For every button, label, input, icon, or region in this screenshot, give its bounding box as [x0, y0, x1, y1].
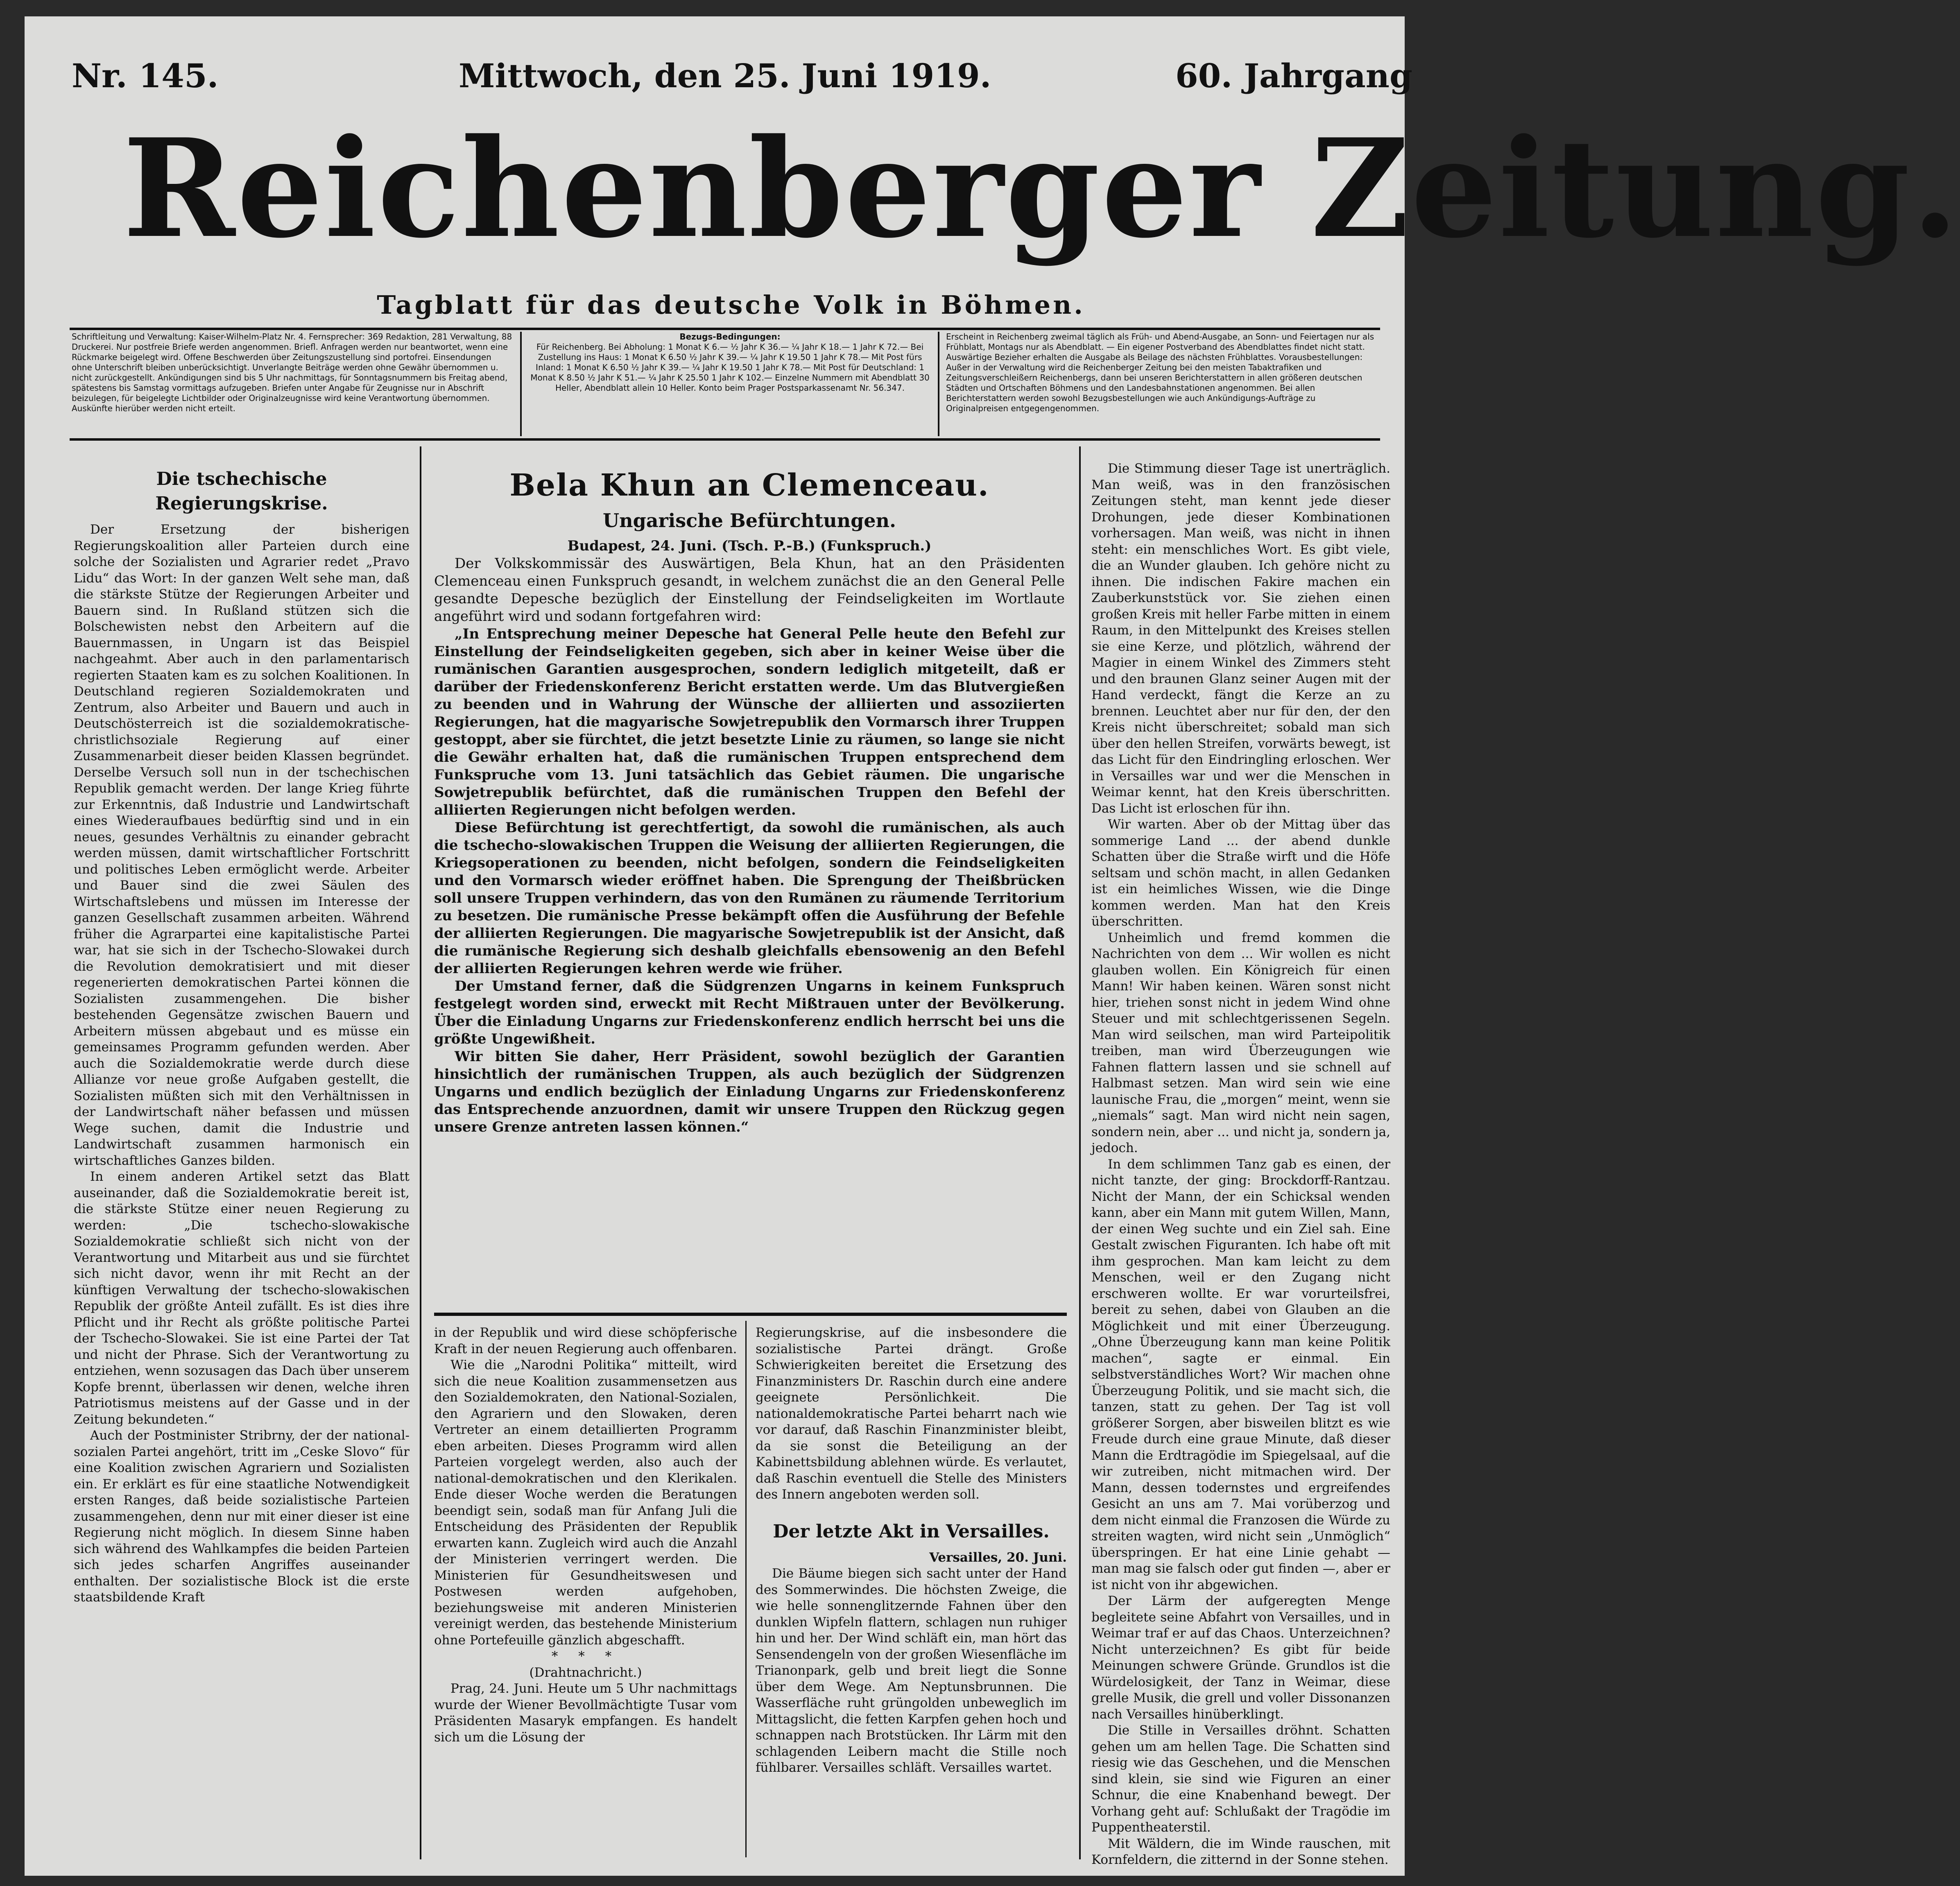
volume-number: 60. Jahrgang [1175, 57, 1412, 95]
left-column [74, 467, 410, 1859]
subscription-prices: Für Reichenberg. Bei Abholung: 1 Monat K 6.— ½ Jahr K 36.— ¼ Jahr K 18.— 1 Jahr K 72.— Bei Zustellung ins Haus: 1 Monat K 6.50 ½ Jahr K 39.— ¼ Jahr K 19.50 1 Jahr K 78.— Mit Post fürs Inland: 1 Monat K 6.50 ½ Jahr K 39.— ¼ Jahr K 19.50 1 Jahr K 78.— Mit Post für Deutschland: 1 Monat K 8.50 ½ Jahr K 51.— ¼ Jahr K 25.50 1 Jahr K 102.— Einzelne Nummern mit Abendblatt 30 Heller, Abendblatt allein 10 Heller. Konto beim Prager Postsparkassenamt Nr. 56.347. [530, 342, 930, 393]
infobox-divider-1 [520, 332, 522, 436]
right-column-paragraph: Mit Wäldern, die im Winde rauschen, mit Kornfeldern, die zitternd in der Sonne stehen. [1091, 1836, 1390, 1867]
right-column [1091, 461, 1390, 1867]
issue-number: Nr. 145. [72, 57, 219, 95]
newspaper-page [25, 16, 1960, 1876]
lead-article-rule [434, 1313, 1067, 1316]
header-rule-top [70, 328, 1380, 330]
infobox-divider-2 [938, 332, 939, 436]
continuation-paragraph: Regierungskrise, auf die insbesondere die sozialistische Partei drängt. Große Schwierigkeiten bereitet die Ersetzung des Finanzministers Dr. Raschin durch eine andere geeignete Persönlichkeit. Die nationaldemokratische Partei beharrt nach wie vor darauf, daß Raschin Finanzminister bleibt, da sie sonst die Beteiligung an der Kabinettsbildung ablehnen würde. Es verlautet, daß Raschin eventuell die Stelle des Ministers des Innern angeboten werden soll. [756, 1325, 1067, 1502]
column-rule-right [1079, 446, 1081, 1859]
right-column-paragraph: Wir warten. Aber ob der Mittag über das sommerige Land ... der abend dunkle Schatten über die Straße wirft und die Höfe seltsam und schön macht, in allen Gedanken ist ein heimliches Wissen, wie die Dinge kommen werden. Man hat den Kreis überschritten. [1091, 817, 1390, 929]
lead-article-paragraph: Der Umstand ferner, daß die Südgrenzen Ungarns in keinem Funkspruch festgelegt worden sind, erweckt mit Recht Mißtrauen unter der Bevölkerung. Über die Einladung Ungarns zur Friedenskonferenz endlich herrscht bei uns die größte Ungewißheit. [434, 978, 1065, 1047]
lead-article-paragraph: Der Volkskommissär des Auswärtigen, Bela Khun, hat an den Präsidenten Clemenceau einen Funkspruch gesandt, in welchem zunächst die an den General Pelle gesandte Depesche bezüglich der Einstellung der Feindseligkeiten im Wortlaute angeführt wird und sodann fortgefahren wird: [434, 555, 1065, 625]
versailles-article-title: Der letzte Akt in Versailles. [773, 1521, 1050, 1542]
continuation-paragraph: Prag, 24. Juni. Heute um 5 Uhr nachmittags wurde der Wiener Bevollmächtigte Tusar vom Präsidenten Masaryk empfangen. Es handelt sich um die Lösung der [434, 1681, 737, 1745]
lead-article-paragraph: „In Entsprechung meiner Depesche hat General Pelle heute den Befehl zur Einstellung der Feindseligkeiten gegeben, sich aber in keiner Weise über die rumänischen Garantien ausgesprochen, sondern lediglich mitgeteilt, daß er darüber der Friedenskonferenz Bericht erstatten werde. Um das Blutvergießen zu beenden und in Wahrung der Wünsche der alliierten und assoziierten Regierungen, hat die magyarische Sowjetrepublik den Vormarsch ihrer Truppen gestoppt, aber sie fürchtet, die jetzt besetzte Linie zu räumen, so lange sie nicht die Gewähr erhalten hat, daß die rumänischen Truppen entsprechend dem Funkspruche vom 13. Juni tatsächlich das Gebiet räumen. Die ungarische Sowjetrepublik befürchtet, daß die rumänischen Truppen den Befehl der alliierten Regierungen nicht befolgen werden. [434, 626, 1065, 818]
left-article-paragraph: Auch der Postminister Stribrny, der der national-sozialen Partei angehört, tritt im „Ceske Slovo“ für eine Koalition zwischen Agrariern und Sozialisten ein. Er erklärt es für eine staatliche Notwendigkeit ersten Ranges, daß beide sozialistische Parteien zusammengehen, denn nur mit einer dieser ist eine Regierung nicht möglich. In diesem Sinne haben sich während des Wahlkampfes die beiden Parteien sich jedes scharfen Angriffes auseinander enthalten. Der sozialistische Block ist die erste staatsbildende Kraft [74, 1428, 410, 1605]
continuation-paragraph: in der Republik und wird diese schöpferische Kraft in der neuen Regierung auch offenbaren. [434, 1325, 737, 1356]
right-column-paragraph: Unheimlich und fremd kommen die Nachrichten von dem ... Wir wollen es nicht glauben wollen. Ein Königreich für einen Mann! Wir haben keinen. Wären sonst nicht hier, triehen sonst nicht in jedem Wind ohne Steuer und mit schlechtgerissenen Segeln. Man wird seilschen, man wird Parteipolitik treiben, man wird Überzeugungen wie Fahnen flattern lassen und sie schnell auf Halbmast setzen. Man wird sein wie eine launische Frau, die „morgen“ meint, wenn sie „niemals“ sagt. Man wird nicht nein sagen, sondern nein, aber ... und nicht ja, sondern ja, jedoch. [1091, 930, 1390, 1155]
infobox-editorial: Schriftleitung und Verwaltung: Kaiser-Wilhelm-Platz Nr. 4. Fernsprecher: 369 Redaktion, 281 Verwaltung, 88 Druckerei. Nur postfreie Briefe werden angenommen. Briefl. Anfragen werden nur beantwortet, wenn eine Rückmarke beigelegt wird. Offene Beschwerden über Zeitungszustellung sind portofrei. Einsendungen ohne Unterschrift bleiben unberücksichtigt. Unverlangte Beiträge werden ohne Gewähr übernommen u. nicht zurückgestellt. Ankündigungen sind bis 5 Uhr nachmittags, für Sonntagsnummern bis Freitag abend, spätestens bis Samstag vormittags aufzugeben. Briefen unter Angabe für Zeugnisse nur in Abschrift beizulegen, für beigelegte Lichtbilder oder Originalzeugnisse wird keine Verantwortung übernommen. Auskünfte hierüber werden nicht erteilt. [72, 332, 512, 413]
subscription-heading: Bezugs-Bedingungen: [679, 332, 781, 342]
header-rule-bottom [70, 438, 1380, 441]
right-column-paragraph: In dem schlimmen Tanz gab es einen, der nicht tanzte, der ging: Brockdorff-Rantzau. Nicht der Mann, der ein Schicksal wenden kann, aber ein Mann mit gutem Willen, Mann, der einen Weg suchte und ein Ziel sah. Eine Gestalt zwischen Figuranten. Ich habe oft mit ihm gesprochen. Man kam leicht zu dem Menschen, weil er den Zugang nicht erschweren wollte. Er war vorurteilsfrei, bereit zu sehen, dabei von Glauben an die Möglichkeit und mit einer Überzeugung. „Ohne Überzeugung kann man keine Politik machen“, sagte er einmal. Ein selbstverständliches Wort? Wir machen ohne Überzeugung Politik, und sie macht sich, die tanzen, statt zu gehen. Der Tag ist voll größerer Sorgen, aber bisweilen blitzt es wie Freude durch eine graue Minute, daß dieser Mann die Erdtragödie im Spiegelsaal, auf die wir zutreiben, nicht mitmachen wird. Der Mann, dessen todernstes und ergreifendes Gesicht an uns am 7. Mai vorüberzog und dem nicht einmal die Franzosen die Würde zu streiten wagten, wird nicht sein „Unmöglich“ überspringen. Er hat eine Linie gehabt — man mag sie falsch oder gut finden —, aber er ist nicht von ihr abgewichen. [1091, 1157, 1390, 1592]
left-article-title: Die tschechische Regierungskrise. [155, 469, 328, 514]
wire-report-label: (Drahtnachricht.) [529, 1665, 642, 1680]
center-lower-divider [745, 1321, 747, 1857]
left-article-paragraph: In einem anderen Artikel setzt das Blatt auseinander, daß die Sozialdemokratie bereit ist, die stärkste Stütze einer neuen Regierung zu werden: „Die tschecho-slowakische Sozialdemokratie schließt sich nicht von der Verantwortung und Mitarbeit aus und sie fürchtet sich nicht davor, wenn ihr mit Recht an der künftigen Verwaltung der tschecho-slowakischen Republik der größte Anteil zufällt. Es ist dies ihre Pflicht und ihr Recht als größte politische Partei der Tschecho-Slowakei. Sie ist eine Partei der Tat und nicht der Phrase. Sich der Verantwortung zu entziehen, wenn sozusagen das Dach über unserem Kopfe brennt, überlassen wir denen, welche ihren Patriotismus meistens auf der Gasse und in der Zeitung bekundeten.“ [74, 1169, 410, 1427]
center-lower-right-column [756, 1325, 1067, 1861]
continuation-paragraph: Wie die „Narodni Politika“ mitteilt, wird sich die neue Koalition zusammensetzen aus den Sozialdemokraten, den National-Sozialen, den Agrariern und den Slowaken, deren Vertreter an einem detaillierten Programm eben arbeiten. Dieses Programm wird allen Parteien vorgelegt werden, also auch der national-demokratischen und den Klerikalen. Ende dieser Woche werden die Beratungen beendigt sein, sodaß man für Anfang Juli die Entscheidung des Präsidenten der Republik erwarten kann. Zugleich wird auch die Anzahl der Ministerien verringert werden. Die Ministerien für Gesundheitswesen und Postwesen werden aufgehoben, beziehungsweise mit anderen Ministerien vereinigt werden, das bestehende Ministerium ohne Portefeuille gänzlich abgeschafft. [434, 1358, 737, 1648]
masthead-title: Reichenberger Zeitung. [123, 109, 1960, 268]
lead-article-dateline: Budapest, 24. Juni. (Tsch. P.-B.) (Funkspruch.) [567, 538, 932, 554]
right-column-paragraph: Der Lärm der aufgeregten Menge begleitete seine Abfahrt von Versailles, und in Weimar traf er auf das Chaos. Unterzeichnen? Nicht unterzeichnen? Es gibt für beide Meinungen schwere Gründe. Grundlos ist die Würdelosigkeit, der Tanz in Weimar, diese grelle Musik, die grell und voller Dissonanzen nach Versailles hinüberklingt. [1091, 1594, 1390, 1722]
center-lower-left-column [434, 1325, 737, 1861]
left-article-paragraph: Der Ersetzung der bisherigen Regierungskoalition aller Parteien durch eine solche der Sozialisten und Agrarier redet „Pravo Lidu“ das Wort: In der ganzen Welt sehe man, daß die stärkste Stütze der Regierungen Arbeiter und Bauern sind. In Rußland stützen sich die Bolschewisten nebst den Arbeitern auf die Bauernmassen, in Ungarn ist das Beispiel nachgeahmt. Aber auch in den parlamentarisch regierten Staaten kam es zu solchen Koalitionen. In Deutschland regieren Sozialdemokraten und Zentrum, also Arbeiter und Bauern und auch in Deutschösterreich ist die sozialdemokratische-christlichsoziale Regierung auf einer Zusammenarbeit dieser beiden Klassen begründet. Derselbe Versuch soll nun in der tschechischen Republik gemacht werden. Der lange Krieg führte zur Erkenntnis, daß Industrie und Landwirtschaft eines Wiederaufbaues bedürftig sind und in ein neues, gesundes Verhältnis zu einander gebracht werden müssen, damit wirtschaftlicher Fortschritt und politisches Leben ermöglicht werde. Arbeiter und Bauer sind die zwei Säulen des Wirtschaftslebens und müssen im Interesse der ganzen Gesellschaft zusammen arbeiten. Während früher die Agrarpartei eine kapitalistische Partei war, hat sie sich in der Tschecho-Slowakei durch die Revolution demokratisiert und mit dieser regenerierten demokratischen Partei können die Sozialisten zusammengehen. Die bisher bestehenden Gegensätze zwischen Bauern und Arbeitern müssen abgebaut und es müsse ein gemeinsames Programm gefunden werden. Aber auch die Sozialdemokratie werde durch diese Allianze vor neue große Aufgaben gestellt, die Sozialisten müßten sich mit den Verhältnissen in der Landwirtschaft näher befassen und müssen Wege suchen, damit die Industrie und Landwirtschaft zusammen harmonisch ein wirtschaftliches Ganzes bilden. [74, 522, 410, 1168]
versailles-article-paragraph: Die Bäume biegen sich sacht unter der Hand des Sommerwindes. Die höchsten Zweige, die wie helle sonnenglitzernde Fahnen über den dunklen Wipfeln flattern, schlagen nun ruhiger hin und her. Der Wind schläft ein, man hört das Sensendengeln von der großen Wiesenfläche im Trianonpark, gelb und breit liegt die Sonne über dem Wege. Am Neptunsbrunnen. Die Wasserfläche ruht grüngolden unbeweglich im Mittagslicht, die fetten Karpfen gehen hoch und schnappen nach Brotstücken. Ihr Lärm mit den schlagenden Leibern macht die Stille noch fühlbarer. Versailles schläft. Versailles wartet. [756, 1566, 1067, 1775]
lead-article-paragraph: Wir bitten Sie daher, Herr Präsident, sowohl bezüglich der Garantien hinsichtlich der rumänischen Truppen, als auch bezüglich der Südgrenzen Ungarns und endlich bezüglich der Einladung Ungarns zur Friedenskonferenz das Entsprechende anzuordnen, damit wir unsere Truppen den Rückzug gegen unsere Grenze antreten lassen können.“ [434, 1048, 1065, 1135]
infobox-distribution: Erscheint in Reichenberg zweimal täglich als Früh- und Abend-Ausgabe, an Sonn- und Feiertagen nur als Frühblatt, Montags nur als Abendblatt. — Ein eigener Postverband des Abendblattes findet nicht statt. Auswärtige Bezieher erhalten die Ausgabe als Beilage des nächsten Frühblattes. Vorausbestellungen: Außer in der Verwaltung wird die Reichenberger Zeitung bei den meisten Tabaktrafiken und Zeitungsverschleißern Reichenbergs, dann bei unseren Berichterstattern in allen größeren deutschen Städten und Ortschaften Böhmens und den Landesbahnstationen angenommen. Bei allen Berichterstattern werden sowohl Bezugsbestellungen wie auch Ankündigungs-Aufträge zu Originalpreisen entgegengenommen. [946, 332, 1374, 413]
column-rule-left [420, 446, 421, 1859]
right-column-paragraph: Die Stimmung dieser Tage ist unerträglich. Man weiß, was in den französischen Zeitungen steht, man kennt jede dieser Drohungen, jede dieser Kombinationen vorhersagen. Man weiß, was nicht in ihnen steht: ein menschliches Wort. Es gibt viele, die an Wunder glauben. Ich gehöre nicht zu ihnen. Die indischen Fakire machen ein Zauberkunststück vor. Sie ziehen einen großen Kreis mit heller Farbe mitten in einem Raum, in den Mittelpunkt des Kreises stellen sie eine Kerze, und plötzlich, während der Magier in einem Winkel des Zimmers steht und den braunen Glanz seiner Augen mit der Hand verdeckt, fängt die Kerze an zu brennen. Leuchtet aber nur für den, der den Kreis nicht überschreitet; sobald man sich über den hellen Streifen, vorwärts bewegt, ist das Licht für den Eindringling erloschen. Wer in Versailles war und wer die Menschen in Weimar kennt, hat den Kreis überschritten. Das Licht ist erloschen für ihn. [1091, 461, 1390, 816]
infobox-subscription [528, 332, 932, 434]
section-separator: * * * [551, 1649, 620, 1664]
issue-date: Mittwoch, den 25. Juni 1919. [459, 57, 991, 95]
lead-article [434, 463, 1065, 1298]
right-column-paragraph: Die Stille in Versailles dröhnt. Schatten gehen um am hellen Tage. Die Schatten sind riesig wie das Geschehen, und die Menschen sind klein, sie sind wie Figuren an einer Schnur, die eine Knabenhand bewegt. Der Vorhang geht auf: Schlußakt der Tragödie im Puppentheaterstil. [1091, 1723, 1390, 1835]
lead-article-title: Bela Khun an Clemenceau. [509, 468, 989, 503]
lead-article-paragraph: Diese Befürchtung ist gerechtfertigt, da sowohl die rumänischen, als auch die tschecho-slowakischen Truppen die Weisung der alliierten Regierungen, die Kriegsoperationen zu beenden, nicht befolgen, sondern die Feindseligkeiten und den Vormarsch wieder eröffnet haben. Die Sprengung der Theißbrücken soll unsere Truppen verhindern, das von den Rumänen zu räumende Territorium zu besetzen. Die rumänische Presse bekämpft offen die Ausführung der Befehle der alliierten Regierungen. Die magyarische Sowjetrepublik ist der Ansicht, daß die rumänische Regierung sich deshalb gleichfalls ebensowenig an den Befehl der alliierten Regierungen kehren werde wie früher. [434, 820, 1065, 977]
lead-article-subtitle: Ungarische Befürchtungen. [603, 509, 896, 532]
masthead-subtitle: Tagblatt für das deutsche Volk in Böhmen. [377, 290, 1085, 320]
versailles-article-dateline: Versailles, 20. Juni. [929, 1550, 1067, 1565]
